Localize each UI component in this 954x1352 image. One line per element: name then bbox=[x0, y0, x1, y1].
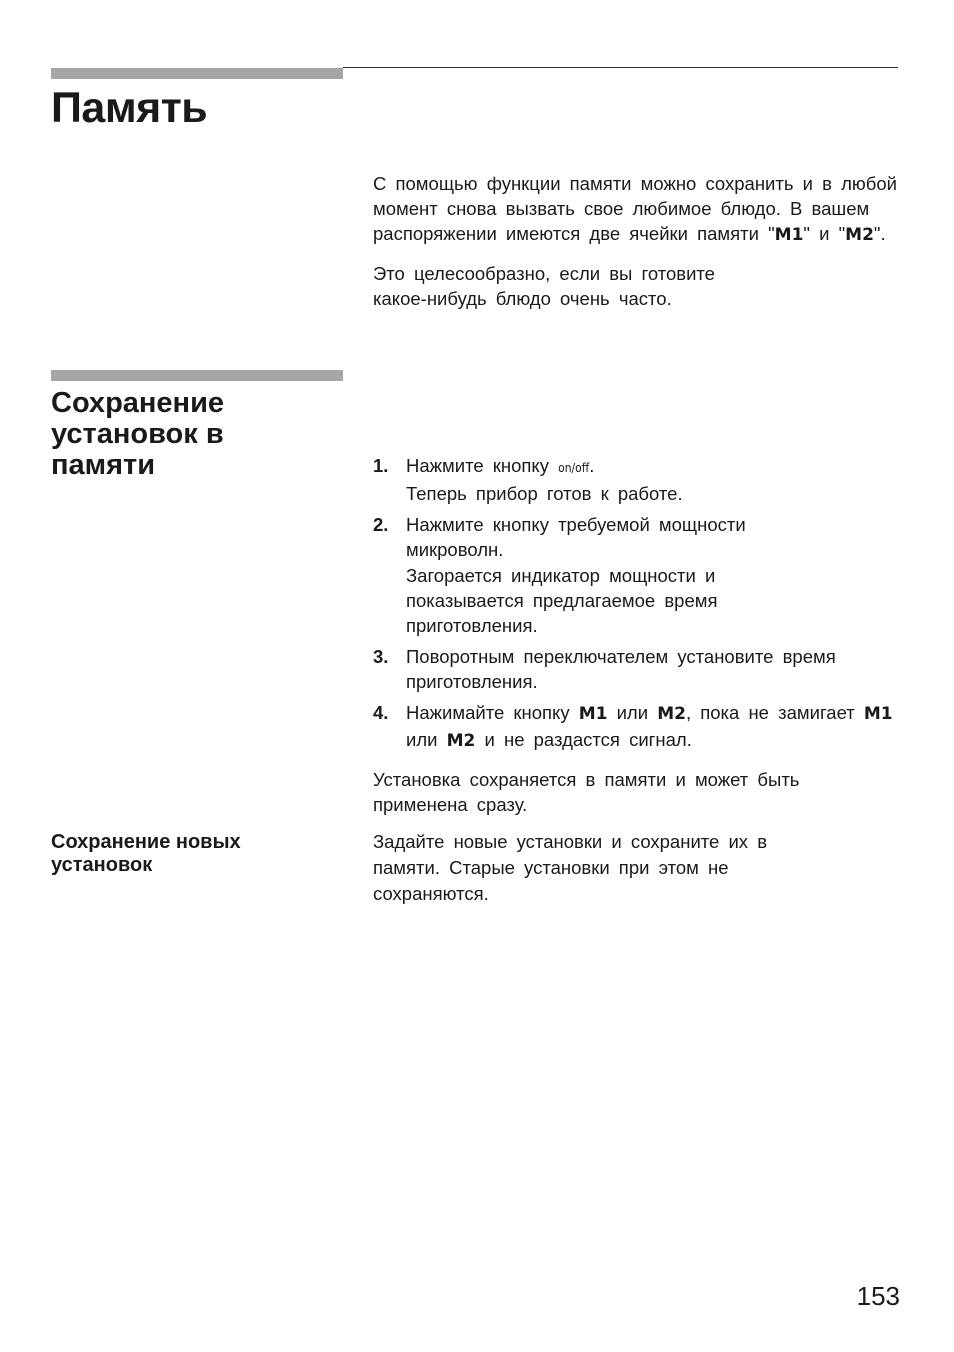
step-1: 1. Нажмите кнопку on/off. Теперь прибор готов к работе. bbox=[373, 455, 683, 504]
intro-block bbox=[373, 171, 898, 311]
step-4: 4. Нажимайте кнопку M1 или M2, пока не замигает M1 или M2 и не раздастся сигнал. bbox=[373, 702, 893, 751]
subheading-save-new-settings: Сохранение новых установок bbox=[51, 831, 241, 876]
on-off-key-label: on/off bbox=[558, 461, 590, 475]
section2-text: Задайте новые установки и сохраните их в памяти. Старые установки при этом не сохраняются. bbox=[373, 831, 768, 904]
intro-paragraph-2: Это целесообразно, если вы готовите какое-нибудь блюдо очень часто. bbox=[373, 263, 715, 309]
after-steps-note: Установка сохраняется в памяти и может быть применена сразу. bbox=[373, 769, 800, 815]
top-rule bbox=[343, 67, 898, 68]
step-2: 2. Нажмите кнопку требуемой мощности микроволн. Загорается индикатор мощности и показывается предлагаемое время приготовления. bbox=[373, 514, 746, 636]
steps-block bbox=[373, 453, 898, 817]
page-title: Память bbox=[51, 84, 208, 132]
steps-list bbox=[373, 453, 898, 754]
m2-key-label: M2 bbox=[845, 225, 874, 245]
m1-key-label: M1 bbox=[774, 225, 804, 245]
section-heading-save-settings: Сохранение установок в памяти bbox=[51, 387, 225, 481]
intro-paragraph-1: С помощью функции памяти можно сохранить и в любой момент снова вызвать свое любимое блюдо. В вашем распоряжении имеются две ячейки памяти "M1" и "M2". bbox=[373, 173, 897, 245]
section-bar bbox=[51, 370, 343, 381]
step-3: 3. Поворотным переключателем установите время приготовления. bbox=[373, 646, 836, 692]
page-number: 153 bbox=[856, 1281, 900, 1311]
title-bar bbox=[51, 68, 343, 79]
